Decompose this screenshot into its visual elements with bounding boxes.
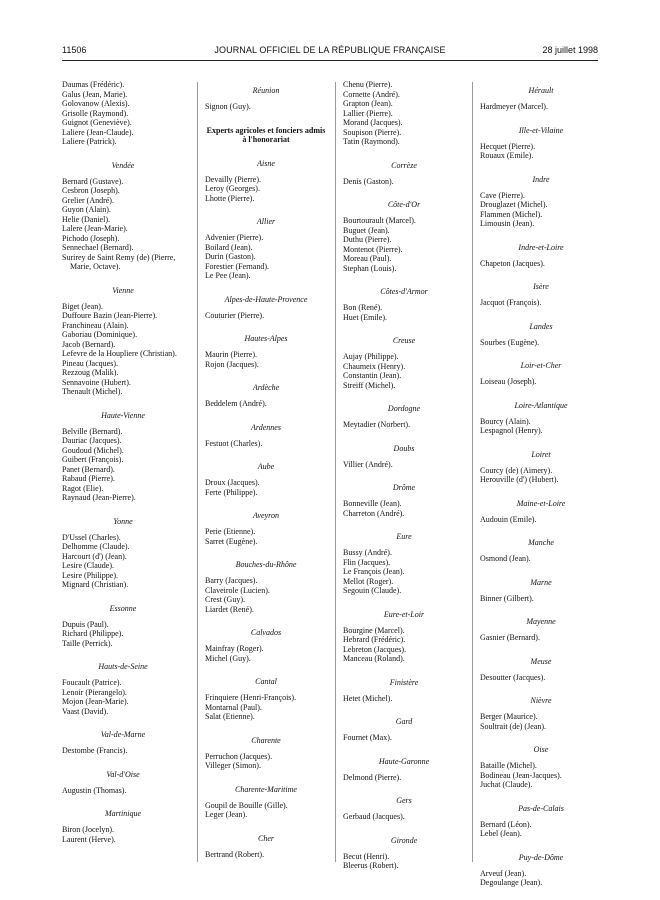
- department-block: [480, 86, 602, 112]
- department-block: [480, 450, 602, 485]
- name-entry: Rojon (Jacques).: [205, 359, 259, 369]
- name-entry: Flin (Jacques).: [343, 557, 391, 567]
- name-entry: Rabaud (Pierre).: [62, 474, 115, 483]
- column-separator: [335, 82, 336, 862]
- department-block: [343, 161, 465, 187]
- department-block: [343, 483, 465, 518]
- department-heading: Alpes-de-Haute-Provence: [224, 294, 308, 304]
- name-entry: Villeger (Simon).: [205, 761, 261, 770]
- name-entry: Constantin (Jean).: [343, 371, 402, 380]
- name-entry: Maurin (Pierre).: [205, 350, 257, 359]
- name-entry: Le François (Jean).: [343, 567, 405, 576]
- department-block: [205, 834, 327, 860]
- name-entry: Durin (Gaston).: [205, 252, 256, 261]
- name-entry: Frinquiere (Henri-François).: [205, 693, 297, 702]
- name-entry: Osmond (Jean).: [480, 554, 531, 563]
- column-separator: [197, 82, 198, 862]
- name-entry: Mignard (Christian).: [62, 580, 129, 589]
- name-entry: Tatin (Raymond).: [343, 137, 400, 146]
- department-heading: Hautes-Alpes: [244, 334, 288, 343]
- department-block: [205, 736, 327, 771]
- name-entry: Hecquet (Pierre).: [480, 141, 536, 151]
- department-block: [205, 785, 327, 820]
- name-entry: Droux (Jacques).: [205, 478, 260, 487]
- department-block: [480, 361, 602, 387]
- name-entry: Thenault (Michel).: [62, 387, 123, 396]
- name-entry: Chaumeix (Henry).: [343, 361, 406, 371]
- department-heading: Hauts-de-Seine: [98, 662, 148, 671]
- column-1: [62, 80, 184, 844]
- department-heading: Nièvre: [530, 696, 552, 705]
- name-entry: Manceau (Roland).: [343, 654, 405, 663]
- name-entry: Guignot (Geneviève).: [62, 118, 132, 127]
- name-entry: Guyon (Alain).: [62, 205, 111, 214]
- name-entry: Soultrait (de) (Jean).: [480, 721, 546, 731]
- name-entry: Mellot (Roger).: [343, 576, 394, 586]
- name-entry: Courcy (de) (Aimery).: [480, 465, 553, 475]
- department-block: [480, 804, 602, 839]
- name-entry: Grapton (Jean).: [343, 99, 393, 108]
- department-heading: Mayenne: [526, 617, 556, 626]
- name-entry: Michel (Guy).: [205, 653, 251, 663]
- department-block: [343, 404, 465, 430]
- name-entry: Flammen (Michel).: [480, 209, 543, 219]
- department-heading: Isère: [533, 282, 549, 291]
- name-entry: Laurent (Herve).: [62, 834, 116, 844]
- name-entry: Cesbron (Joseph).: [62, 186, 120, 195]
- department-block: [480, 657, 602, 683]
- column-4: [480, 80, 602, 888]
- name-entry: Delmond (Pierre).: [343, 772, 402, 782]
- name-entry: Herouville (d') (Hubert).: [480, 475, 559, 484]
- name-entry: Mainfray (Roger).: [205, 644, 264, 653]
- name-entry: Bourtourault (Marcel).: [343, 216, 416, 225]
- name-entry: Taille (Perrick).: [62, 638, 113, 648]
- department-heading: Ille-et-Vilaine: [518, 125, 564, 135]
- name-entry: Bataille (Michel).: [480, 761, 537, 770]
- name-entry: Laliere (Jean-Claude).: [62, 127, 134, 137]
- department-heading: Allier: [256, 217, 276, 226]
- name-entry: Buguet (Jean).: [343, 225, 390, 235]
- department-block: [480, 126, 602, 161]
- department-block: [205, 462, 327, 497]
- name-entry: Guibert (François).: [62, 455, 124, 464]
- name-entry: Bon (René).: [343, 303, 383, 312]
- department-block: [205, 383, 327, 409]
- department-heading: Gard: [395, 717, 413, 726]
- name-entry: Hardmeyer (Marcel).: [480, 102, 548, 111]
- name-entry: Couturier (Pierre).: [205, 310, 265, 320]
- department-heading: Charente-Maritime: [235, 784, 297, 794]
- name-entry: Rouaux (Emile).: [480, 151, 534, 160]
- name-entry: Lebreton (Jacques).: [343, 644, 407, 654]
- department-block: [343, 80, 465, 147]
- name-entry: Aujay (Philippe).: [343, 352, 399, 361]
- department-heading: Loir-et-Cher: [520, 361, 562, 370]
- name-entry: Denis (Gaston).: [343, 176, 394, 186]
- page-header: [62, 44, 598, 58]
- department-block: [205, 334, 327, 369]
- name-entry: Lalere (Jean-Marie).: [62, 224, 128, 233]
- department-heading: Gironde: [390, 835, 418, 845]
- department-block: [343, 532, 465, 596]
- department-block: [62, 286, 184, 397]
- department-block: [480, 282, 602, 308]
- department-block: [62, 730, 184, 756]
- name-entry: Franchineau (Alain).: [62, 320, 129, 330]
- name-entry: Bodineau (Jean-Jacques).: [480, 770, 562, 780]
- department-block: [62, 662, 184, 716]
- name-entry: Jacob (Bernard).: [62, 339, 116, 349]
- name-entry: Pichodo (Joseph).: [62, 233, 120, 243]
- department-block: [62, 517, 184, 590]
- name-entry: Sourbes (Eugène).: [480, 337, 540, 347]
- name-entry: Claveirole (Lucien).: [205, 585, 270, 595]
- name-entry: Drouglazet (Michel).: [480, 200, 548, 209]
- department-block: [343, 678, 465, 704]
- name-entry: Laliere (Patrick).: [62, 137, 117, 146]
- name-entry: Dupuis (Paul).: [62, 619, 109, 629]
- name-entry: Perruchon (Jacques).: [205, 751, 273, 761]
- name-entry: Stephan (Louis).: [343, 263, 397, 273]
- name-entry: Sennavoine (Hubert).: [62, 377, 131, 387]
- name-entry: Lenoir (Pierangelo).: [62, 687, 127, 697]
- department-block: [205, 423, 327, 449]
- department-heading: Côte-d'Or: [387, 200, 421, 209]
- name-entry: Panet (Bernard).: [62, 464, 115, 474]
- name-entry: Augustin (Thomas).: [62, 785, 127, 795]
- department-block: [480, 578, 602, 604]
- department-block: [480, 243, 602, 269]
- department-heading: Yonne: [113, 516, 133, 526]
- name-entry: Richard (Philippe).: [62, 629, 124, 638]
- department-heading: Côtes-d'Armor: [380, 287, 428, 296]
- department-block: [343, 757, 465, 783]
- name-entry: Hetet (Michel).: [343, 693, 393, 703]
- name-entry: Biget (Jean).: [62, 301, 103, 311]
- department-block: [62, 161, 184, 272]
- department-heading: Cantal: [255, 677, 277, 686]
- name-entry: Juchat (Claude).: [480, 780, 533, 789]
- name-entry: Degoulange (Jean).: [480, 878, 543, 887]
- department-heading: Ardennes: [251, 422, 281, 432]
- name-entry: Leroy (Georges).: [205, 184, 260, 193]
- department-heading: Indre: [532, 174, 550, 184]
- department-block: [205, 628, 327, 663]
- name-entry: Barry (Jacques).: [205, 576, 258, 585]
- name-entry: Leger (Jean).: [205, 810, 248, 819]
- name-entry: Lesire (Philippe).: [62, 570, 118, 580]
- name-entry: Helie (Daniel).: [62, 214, 110, 224]
- department-heading: Essonne: [109, 603, 137, 613]
- name-entry: Bourcy (Alain).: [480, 416, 531, 426]
- department-heading: Finistère: [389, 677, 419, 687]
- name-entry: Dauriac (Jacques).: [62, 436, 122, 445]
- department-block: [62, 770, 184, 796]
- name-entry: Charreton (André).: [343, 508, 405, 518]
- name-entry: Chapeton (Jacques).: [480, 258, 545, 268]
- department-heading: Creuse: [392, 336, 416, 345]
- name-entry: Raynaud (Jean-Pierre).: [62, 493, 136, 502]
- name-entry: Delhomme (Claude).: [62, 542, 130, 551]
- name-entry: Signon (Guy).: [205, 102, 251, 111]
- department-heading: Charente: [251, 735, 281, 745]
- name-entry: Surirey de Saint Remy (de) (Pierre, Marie, Octave).: [62, 252, 176, 271]
- name-entry: Rezzoug (Malik).: [62, 368, 119, 377]
- name-entry: Beddelem (André).: [205, 399, 267, 408]
- name-entry: Lesire (Claude).: [62, 561, 114, 570]
- department-block: [343, 610, 465, 664]
- name-entry: Morand (Jacques).: [343, 118, 403, 127]
- department-block: [62, 809, 184, 844]
- department-heading: Gers: [396, 796, 412, 805]
- name-entry: Montarnal (Paul).: [205, 702, 262, 712]
- department-heading: Aube: [257, 462, 275, 471]
- department-heading: Aisne: [257, 158, 275, 168]
- name-entry: Villier (André).: [343, 459, 393, 469]
- name-entry: Gasnier (Bernard).: [480, 633, 540, 642]
- name-entry: Binner (Gilbert).: [480, 593, 534, 603]
- name-entry: Liardet (René).: [205, 604, 254, 614]
- department-heading: Haute-Vienne: [101, 410, 145, 420]
- department-block: [343, 200, 465, 273]
- name-entry: Bernard (Gustave).: [62, 176, 124, 186]
- name-entry: Salat (Etienne).: [205, 712, 255, 721]
- department-heading: Val-d'Oise: [106, 769, 140, 779]
- department-heading: Calvados: [250, 628, 282, 637]
- column-2: [205, 80, 327, 859]
- department-block: [62, 604, 184, 649]
- department-block: [343, 796, 465, 822]
- name-entry: Bleerus (Robert).: [343, 861, 399, 870]
- department-heading: Meuse: [530, 656, 552, 666]
- department-block: [343, 336, 465, 390]
- department-heading: Val-de-Marne: [100, 730, 146, 739]
- department-heading: Bouches-du-Rhône: [235, 560, 297, 569]
- name-entry: Lebel (Jean).: [480, 829, 522, 838]
- name-entry: Grelier (André).: [62, 195, 114, 205]
- page-number: 11506: [62, 45, 87, 55]
- department-heading: Réunion: [252, 86, 280, 95]
- name-entry: D'Ussel (Charles).: [62, 532, 121, 542]
- department-heading: Cher: [258, 833, 274, 843]
- name-entry: Bernard (Léon).: [480, 819, 532, 829]
- name-entry: Duffoure Bazin (Jean-Pierre).: [62, 311, 158, 320]
- department-block: [343, 444, 465, 470]
- name-entry: Hebrard (Frédéric).: [343, 635, 406, 644]
- name-entry: Bertrand (Robert).: [205, 849, 265, 859]
- name-entry: Limousin (Jean).: [480, 219, 535, 228]
- department-heading: Haute-Garonne: [378, 756, 430, 766]
- department-block: [62, 411, 184, 503]
- name-entry: Goudoud (Michel).: [62, 445, 124, 455]
- column-separator: [472, 82, 473, 862]
- department-heading: Puy-de-Dôme: [518, 852, 564, 862]
- department-heading: Marne: [530, 577, 552, 587]
- name-entry: Sennechael (Bernard).: [62, 243, 134, 252]
- name-entry: Moreau (Paul).: [343, 254, 392, 263]
- name-entry: Le Pee (Jean).: [205, 271, 251, 280]
- department-block: [480, 617, 602, 643]
- name-entry: Cave (Pierre).: [480, 190, 525, 200]
- name-entry: Ferte (Philippe).: [205, 487, 258, 497]
- name-entry: Vaast (David).: [62, 706, 109, 716]
- name-entry: Pineau (Jacques).: [62, 358, 118, 368]
- department-heading: Maine-et-Loire: [516, 498, 566, 508]
- department-block: [205, 126, 327, 145]
- name-entry: Goupil de Bouille (Gille).: [205, 800, 288, 810]
- name-entry: Ragot (Elie).: [62, 483, 104, 493]
- name-entry: Festuot (Charles).: [205, 438, 263, 448]
- department-block: [480, 322, 602, 348]
- name-entry: Sarret (Eugène).: [205, 536, 258, 546]
- name-entry: Perie (Etienne).: [205, 527, 256, 536]
- name-entry: Mojon (Jean-Marie).: [62, 697, 129, 706]
- department-block: [480, 175, 602, 229]
- name-entry: Lhotte (Pierre).: [205, 193, 255, 203]
- department-heading: Hérault: [528, 86, 554, 95]
- section-title: Experts agricoles et fonciers admis à l'honorariat: [206, 125, 326, 144]
- name-entry: Streiff (Michel).: [343, 380, 396, 390]
- department-block: [480, 538, 602, 564]
- name-entry: Grisolle (Raymond).: [62, 108, 129, 118]
- name-entry: Forestier (Fernand).: [205, 261, 269, 271]
- department-block: [205, 86, 327, 112]
- department-block: [205, 295, 327, 321]
- name-entry: Huet (Emile).: [343, 312, 387, 322]
- department-heading: Aveyron: [253, 511, 279, 520]
- name-entry: Boilard (Jean).: [205, 242, 253, 252]
- department-heading: Indre-et-Loire: [518, 242, 564, 252]
- name-entry: Becut (Henri).: [343, 851, 390, 861]
- department-heading: Oise: [533, 745, 549, 754]
- name-entry: Galus (Jean, Marie).: [62, 89, 128, 99]
- department-heading: Manche: [528, 538, 554, 547]
- name-entry: Jacquot (François).: [480, 298, 542, 307]
- name-entry: Montenot (Pierre).: [343, 244, 403, 254]
- name-entry: Cornette (André).: [343, 89, 400, 99]
- name-entry: Segouin (Claude).: [343, 586, 402, 595]
- department-heading: Eure: [396, 532, 412, 541]
- name-entry: Arveuf (Jean).: [480, 868, 527, 878]
- department-heading: Vienne: [112, 285, 134, 295]
- name-entry: Desoutter (Jacques).: [480, 672, 546, 682]
- name-entry: Advenier (Pierre).: [205, 233, 264, 242]
- department-block: [343, 836, 465, 871]
- header-rule: [62, 60, 598, 61]
- name-entry: Foucault (Patrice).: [62, 678, 122, 687]
- name-entry: Loiseau (Joseph).: [480, 377, 537, 386]
- name-entry: Fournet (Max).: [343, 733, 392, 742]
- name-entry: Gerbaud (Jacques).: [343, 812, 405, 821]
- name-entry: Berger (Maurice).: [480, 712, 538, 721]
- name-entry: Crest (Guy).: [205, 595, 245, 604]
- column-3: [343, 80, 465, 871]
- department-block: [205, 217, 327, 281]
- name-entry: Biron (Jocelyn).: [62, 825, 114, 834]
- department-block: [480, 696, 602, 731]
- name-entry: Devailly (Pierre).: [205, 174, 261, 184]
- department-block: [62, 80, 184, 147]
- department-heading: Dordogne: [387, 404, 421, 413]
- name-entry: Gaboriau (Dominique).: [62, 330, 138, 339]
- name-entry: Audouin (Emile).: [480, 514, 537, 524]
- department-heading: Vendée: [111, 160, 135, 170]
- department-heading: Loiret: [531, 449, 551, 459]
- department-heading: Corrèze: [391, 160, 417, 170]
- department-block: [480, 745, 602, 790]
- department-block: [480, 853, 602, 888]
- name-entry: Chenu (Pierre).: [343, 80, 393, 89]
- name-entry: Harcourt (d') (Jean).: [62, 551, 127, 561]
- department-heading: Doubs: [393, 443, 415, 453]
- name-entry: Belville (Bernard).: [62, 426, 123, 436]
- department-block: [205, 511, 327, 546]
- department-heading: Landes: [529, 321, 553, 331]
- department-heading: Eure-et-Loir: [383, 609, 425, 619]
- department-block: [343, 717, 465, 743]
- name-entry: Meytadier (Norbert).: [343, 420, 411, 429]
- department-heading: Drôme: [392, 483, 416, 492]
- name-entry: Lallier (Pierre).: [343, 108, 393, 118]
- department-block: [343, 287, 465, 322]
- journal-title: JOURNAL OFFICIEL DE LA RÉPUBLIQUE FRANÇAISE: [214, 45, 446, 55]
- name-entry: Destombe (Francis).: [62, 746, 128, 755]
- publication-date: 28 juillet 1998: [542, 45, 598, 55]
- name-entry: Lespagnol (Henry).: [480, 426, 543, 435]
- name-entry: Bussy (André).: [343, 548, 392, 557]
- department-heading: Ardèche: [252, 383, 280, 392]
- name-entry: Lefevre de la Houpliere (Christian).: [62, 349, 177, 358]
- department-block: [480, 499, 602, 525]
- name-entry: Bonneville (Jean).: [343, 499, 402, 508]
- department-heading: Loire-Atlantique: [514, 400, 568, 410]
- department-heading: Pas-de-Calais: [518, 803, 564, 813]
- name-entry: Soupison (Pierre).: [343, 127, 402, 137]
- name-entry: Duthu (Pierre).: [343, 235, 392, 244]
- name-entry: Bourgine (Marcel).: [343, 625, 405, 635]
- department-block: [205, 159, 327, 204]
- department-block: [480, 401, 602, 436]
- department-heading: Martinique: [105, 809, 141, 818]
- department-block: [205, 677, 327, 722]
- name-entry: Golovanow (Alexis).: [62, 99, 130, 108]
- name-entry: Daumas (Frédéric).: [62, 80, 125, 89]
- department-block: [205, 560, 327, 614]
